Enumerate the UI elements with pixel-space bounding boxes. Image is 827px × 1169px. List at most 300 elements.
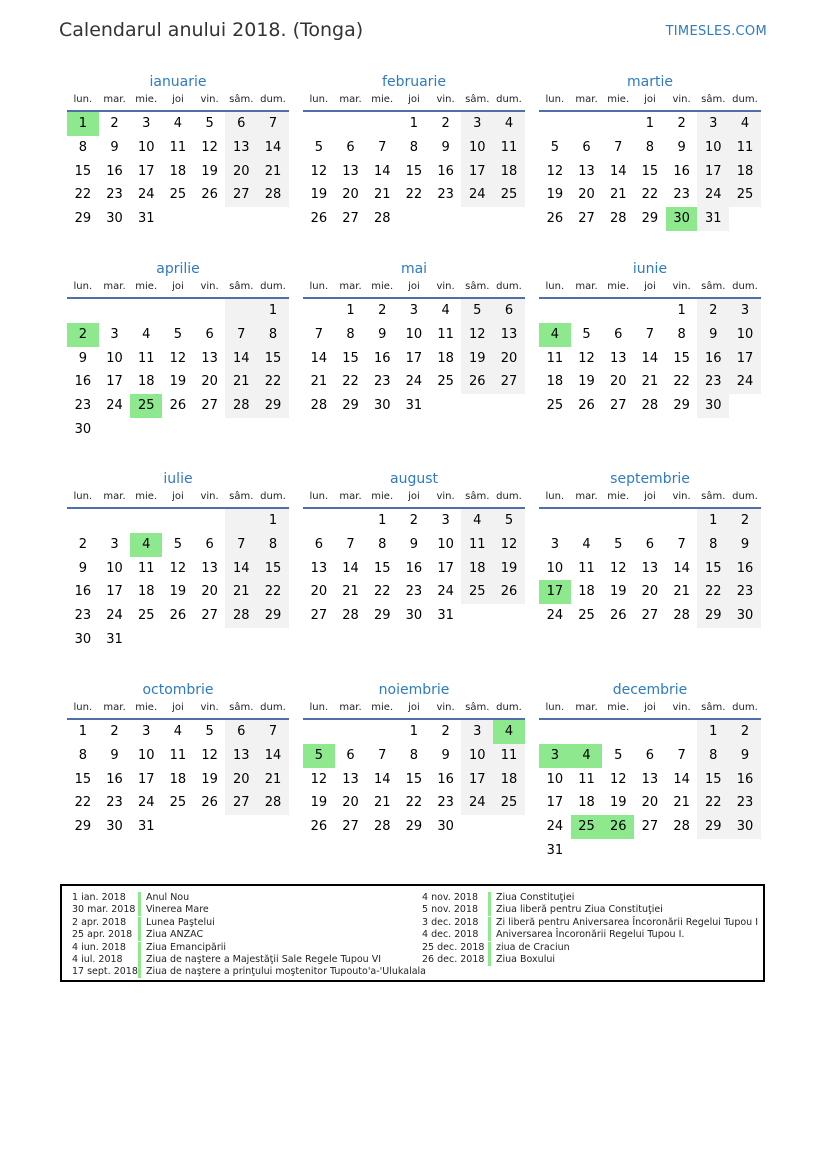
weekday-header [539, 92, 761, 112]
weekday-label: lun. [73, 702, 93, 713]
month-name: martie [627, 74, 673, 90]
week-row [303, 136, 525, 160]
day-cell: 19 [546, 187, 564, 203]
weekday-label: dum. [260, 94, 286, 105]
day-cell: 22 [257, 370, 289, 394]
weekday-label: mie. [607, 94, 630, 105]
week-row [539, 347, 761, 371]
weekday-header [303, 92, 525, 112]
weekday-header [67, 489, 289, 509]
empty-day-cell [729, 839, 761, 863]
day-cell: 22 [405, 187, 423, 203]
day-cell: 25 [137, 608, 155, 624]
weekday-label: mar. [339, 702, 362, 713]
day-cell: 17 [405, 350, 423, 366]
month-name: octombrie [142, 682, 214, 698]
holiday-day-cell: 4 [539, 323, 571, 347]
day-cell: 19 [310, 187, 328, 203]
day-cell: 4 [461, 509, 493, 533]
day-cell: 1 [409, 116, 419, 131]
day-cell: 19 [169, 584, 187, 600]
month-aprilie [67, 259, 289, 442]
day-cell: 11 [578, 771, 595, 787]
day-cell: 8 [677, 326, 686, 342]
empty-day-cell [493, 207, 525, 231]
day-cell: 22 [673, 374, 690, 390]
legend-date: 4 iun. 2018 [72, 941, 126, 953]
day-cell: 20 [641, 584, 659, 600]
day-cell: 9 [110, 747, 119, 763]
weekday-label: dum. [732, 94, 758, 105]
legend-date: 25 dec. 2018 [422, 941, 485, 953]
day-cell: 21 [373, 187, 391, 203]
day-cell: 20 [342, 187, 359, 203]
weekday-label: sâm. [229, 94, 254, 105]
day-cell: 27 [609, 398, 627, 414]
weekday-header [67, 279, 289, 299]
empty-day-cell [571, 112, 603, 136]
empty-day-cell [634, 299, 666, 323]
day-cell: 3 [550, 536, 559, 552]
day-cell: 28 [310, 398, 328, 414]
weekday-label: lun. [545, 281, 565, 292]
empty-day-cell [602, 509, 634, 533]
week-row [539, 160, 761, 184]
day-cell: 27 [310, 608, 328, 624]
day-cell: 24 [461, 791, 493, 815]
day-cell: 11 [493, 136, 525, 160]
legend-row [422, 942, 758, 954]
month-iunie [539, 259, 761, 418]
holiday-legend-left [72, 892, 426, 979]
holiday-day-cell: 5 [303, 744, 335, 768]
day-cell: 25 [578, 608, 595, 624]
week-row [303, 791, 525, 815]
day-cell: 5 [582, 326, 591, 342]
day-cell: 24 [137, 795, 155, 811]
day-cell: 10 [546, 771, 564, 787]
day-cell: 27 [225, 791, 257, 815]
day-cell: 29 [673, 398, 690, 414]
empty-day-cell [225, 509, 257, 533]
day-cell: 24 [546, 608, 564, 624]
legend-marker [488, 954, 491, 966]
day-cell: 9 [378, 326, 387, 342]
empty-day-cell [162, 815, 194, 839]
legend-holiday-name: Ziua Constituţiei [496, 892, 575, 903]
day-cell: 1 [697, 720, 729, 744]
day-cell: 14 [609, 163, 627, 179]
day-cell: 14 [673, 771, 690, 787]
legend-date: 4 dec. 2018 [422, 929, 479, 941]
day-cell: 28 [257, 183, 289, 207]
legend-marker [138, 966, 141, 978]
day-cell: 29 [405, 819, 423, 835]
weekday-header [303, 489, 525, 509]
day-cell: 25 [461, 580, 493, 604]
day-cell: 10 [546, 560, 564, 576]
empty-day-cell [461, 394, 493, 418]
day-cell: 7 [614, 139, 623, 155]
day-cell: 21 [310, 374, 328, 390]
day-cell: 7 [346, 536, 355, 552]
day-cell: 6 [346, 747, 355, 763]
week-row [303, 207, 525, 231]
empty-day-cell [303, 720, 335, 744]
day-cell: 10 [461, 136, 493, 160]
empty-day-cell [493, 394, 525, 418]
day-cell: 16 [373, 350, 391, 366]
day-cell: 30 [405, 608, 423, 624]
weekday-label: dum. [732, 491, 758, 502]
day-cell: 11 [169, 139, 187, 155]
day-cell: 7 [378, 747, 387, 763]
weekday-label: dum. [732, 702, 758, 713]
day-cell: 10 [106, 350, 123, 366]
month-februarie [303, 72, 525, 231]
legend-row [72, 904, 426, 916]
weekday-label: sâm. [229, 491, 254, 502]
day-cell: 20 [609, 374, 627, 390]
day-cell: 21 [609, 187, 627, 203]
day-cell: 27 [225, 183, 257, 207]
day-cell: 6 [225, 720, 257, 744]
day-cell: 6 [645, 747, 655, 763]
day-cell: 7 [257, 720, 289, 744]
day-cell: 15 [697, 768, 729, 792]
legend-holiday-name: Ziua Emancipării [146, 941, 227, 953]
day-cell: 24 [137, 187, 155, 203]
week-row [67, 323, 289, 347]
day-cell: 9 [441, 747, 450, 763]
empty-day-cell [99, 299, 131, 323]
empty-day-cell [99, 418, 131, 442]
day-cell: 18 [546, 374, 564, 390]
day-cell: 16 [74, 374, 92, 390]
day-cell: 31 [405, 398, 423, 414]
weekday-label: lun. [73, 94, 93, 105]
legend-holiday-name: Ziua de naştere a Majestăţii Sale Regele Tupou VI [146, 953, 382, 965]
day-cell: 15 [641, 163, 659, 179]
day-cell: 21 [641, 374, 659, 390]
empty-day-cell [162, 628, 194, 652]
day-cell: 2 [441, 724, 450, 739]
week-row [67, 744, 289, 768]
day-cell: 24 [106, 608, 123, 624]
day-cell: 18 [137, 584, 155, 600]
day-cell: 6 [614, 326, 623, 342]
week-row [67, 791, 289, 815]
day-cell: 6 [582, 139, 591, 155]
day-cell: 18 [137, 374, 155, 390]
weekday-header [67, 92, 289, 112]
day-cell: 2 [409, 513, 419, 528]
day-cell: 17 [546, 795, 564, 811]
week-row [67, 509, 289, 533]
day-cell: 31 [697, 207, 729, 231]
weekday-label: lun. [73, 491, 93, 502]
legend-date: 17 sept. 2018 [72, 966, 138, 978]
weekday-label: dum. [260, 281, 286, 292]
weekday-label: lun. [545, 702, 565, 713]
day-cell: 23 [74, 398, 92, 414]
empty-day-cell [335, 112, 367, 136]
day-cell: 18 [578, 795, 595, 811]
empty-day-cell [194, 509, 226, 533]
weekday-label: joi [644, 281, 656, 292]
day-cell: 9 [697, 323, 729, 347]
week-row [539, 370, 761, 394]
day-cell: 18 [729, 160, 761, 184]
empty-day-cell [162, 509, 194, 533]
legend-holiday-name: Vinerea Mare [146, 904, 209, 916]
day-cell: 11 [493, 744, 525, 768]
day-cell: 10 [729, 323, 761, 347]
day-cell: 16 [729, 768, 761, 792]
weekday-label: vin. [436, 94, 455, 105]
empty-day-cell [571, 720, 603, 744]
legend-date: 30 mar. 2018 [72, 904, 136, 916]
weekday-label: joi [172, 94, 184, 105]
weekday-label: vin. [672, 281, 691, 292]
day-cell: 31 [137, 819, 155, 835]
day-cell: 19 [493, 557, 525, 581]
weekday-label: mie. [607, 702, 630, 713]
day-cell: 15 [74, 771, 92, 787]
day-cell: 15 [257, 557, 289, 581]
holiday-day-cell: 1 [67, 112, 99, 136]
month-name: aprilie [156, 261, 200, 277]
day-cell: 21 [342, 584, 359, 600]
day-cell: 9 [729, 533, 761, 557]
day-cell: 24 [405, 374, 423, 390]
day-cell: 16 [405, 560, 423, 576]
day-cell: 24 [697, 183, 729, 207]
day-cell: 12 [578, 350, 595, 366]
weekday-label: vin. [672, 491, 691, 502]
weekday-header [539, 489, 761, 509]
day-cell: 23 [437, 187, 454, 203]
week-row [303, 183, 525, 207]
day-cell: 22 [697, 791, 729, 815]
week-row [539, 533, 761, 557]
day-cell: 29 [74, 819, 92, 835]
legend-row [72, 892, 426, 904]
empty-day-cell [539, 509, 571, 533]
day-cell: 2 [729, 720, 761, 744]
week-row [539, 815, 761, 839]
day-cell: 18 [493, 160, 525, 184]
empty-day-cell [666, 839, 698, 863]
day-cell: 13 [310, 560, 328, 576]
empty-day-cell [539, 299, 571, 323]
day-cell: 23 [373, 374, 391, 390]
day-cell: 11 [437, 326, 454, 342]
day-cell: 29 [342, 398, 359, 414]
week-row [67, 628, 289, 652]
empty-day-cell [634, 839, 666, 863]
day-cell: 29 [257, 394, 289, 418]
day-cell: 14 [257, 744, 289, 768]
day-cell: 7 [257, 112, 289, 136]
legend-row [422, 904, 758, 916]
day-cell: 4 [493, 112, 525, 136]
day-cell: 20 [201, 374, 218, 390]
weekday-label: dum. [260, 702, 286, 713]
weekday-label: joi [408, 491, 420, 502]
week-row [303, 299, 525, 323]
day-cell: 6 [645, 536, 655, 552]
legend-marker [488, 929, 491, 941]
day-cell: 2 [441, 116, 450, 131]
week-row [539, 720, 761, 744]
weekday-label: joi [644, 94, 656, 105]
week-row [303, 509, 525, 533]
day-cell: 23 [697, 370, 729, 394]
day-cell: 27 [641, 608, 659, 624]
holiday-day-cell: 26 [602, 815, 634, 839]
empty-day-cell [194, 418, 226, 442]
week-row [67, 394, 289, 418]
weekday-label: joi [408, 94, 420, 105]
day-cell: 17 [137, 771, 155, 787]
day-cell: 8 [645, 139, 655, 155]
day-cell: 14 [641, 350, 659, 366]
week-row [67, 347, 289, 371]
week-row [539, 394, 761, 418]
month-august [303, 469, 525, 628]
month-name: ianuarie [149, 74, 207, 90]
day-cell: 13 [225, 744, 257, 768]
weekday-label: sâm. [465, 281, 490, 292]
day-cell: 22 [74, 187, 92, 203]
day-cell: 9 [441, 139, 450, 155]
empty-day-cell [225, 207, 257, 231]
day-cell: 1 [346, 303, 355, 318]
day-cell: 23 [729, 791, 761, 815]
day-cell: 5 [205, 724, 214, 739]
day-cell: 30 [437, 819, 454, 835]
day-cell: 12 [310, 163, 328, 179]
day-cell: 15 [673, 350, 690, 366]
week-row [67, 815, 289, 839]
weekday-label: mar. [575, 281, 598, 292]
day-cell: 10 [137, 139, 155, 155]
day-cell: 21 [673, 584, 690, 600]
day-cell: 28 [257, 791, 289, 815]
holiday-day-cell: 3 [539, 744, 571, 768]
day-cell: 20 [342, 795, 359, 811]
day-cell: 23 [74, 608, 92, 624]
empty-day-cell [194, 207, 226, 231]
day-cell: 21 [257, 160, 289, 184]
week-row [67, 183, 289, 207]
day-cell: 11 [729, 136, 761, 160]
day-cell: 26 [493, 580, 525, 604]
holiday-day-cell: 4 [493, 720, 525, 744]
day-cell: 7 [378, 139, 387, 155]
empty-day-cell [571, 509, 603, 533]
empty-day-cell [461, 815, 493, 839]
day-cell: 14 [225, 347, 257, 371]
weekday-label: joi [408, 281, 420, 292]
empty-day-cell [99, 509, 131, 533]
page-title: Calendarul anului 2018. (Tonga) [59, 19, 364, 41]
empty-day-cell [225, 418, 257, 442]
legend-date: 25 apr. 2018 [72, 929, 133, 941]
day-cell: 17 [106, 374, 123, 390]
day-cell: 12 [310, 771, 328, 787]
legend-row [422, 892, 758, 904]
empty-day-cell [666, 509, 698, 533]
week-row [303, 580, 525, 604]
day-cell: 5 [173, 326, 183, 342]
day-cell: 8 [257, 533, 289, 557]
day-cell: 9 [409, 536, 419, 552]
weekday-label: vin. [436, 491, 455, 502]
legend-holiday-name: Ziua Boxului [496, 953, 555, 965]
empty-day-cell [67, 509, 99, 533]
day-cell: 10 [137, 747, 155, 763]
month-name: mai [400, 261, 428, 277]
legend-marker [488, 904, 491, 916]
day-cell: 3 [142, 724, 151, 739]
week-row [303, 720, 525, 744]
empty-day-cell [430, 207, 462, 231]
day-cell: 12 [609, 560, 627, 576]
day-cell: 5 [173, 536, 183, 552]
day-cell: 3 [110, 326, 119, 342]
day-cell: 15 [257, 347, 289, 371]
day-cell: 19 [310, 795, 328, 811]
day-cell: 29 [373, 608, 391, 624]
site-link[interactable]: TIMESLES.COM [665, 24, 767, 39]
weekday-label: mar. [339, 491, 362, 502]
day-cell: 29 [641, 211, 659, 227]
holiday-legend [60, 884, 765, 982]
day-cell: 30 [74, 421, 92, 437]
empty-day-cell [225, 299, 257, 323]
day-cell: 3 [697, 112, 729, 136]
weekday-label: mie. [371, 491, 394, 502]
weekday-header [303, 279, 525, 299]
day-cell: 2 [729, 509, 761, 533]
weekday-label: mie. [135, 94, 158, 105]
week-row [539, 183, 761, 207]
week-row [303, 815, 525, 839]
weekday-label: lun. [545, 491, 565, 502]
day-cell: 1 [257, 509, 289, 533]
empty-day-cell [571, 299, 603, 323]
day-cell: 11 [137, 350, 155, 366]
day-cell: 30 [697, 394, 729, 418]
day-cell: 14 [373, 163, 391, 179]
day-cell: 31 [546, 842, 564, 858]
day-cell: 3 [729, 299, 761, 323]
weekday-label: vin. [672, 702, 691, 713]
empty-day-cell [257, 418, 289, 442]
day-cell: 11 [461, 533, 493, 557]
month-name: decembrie [612, 682, 688, 698]
day-cell: 26 [310, 819, 328, 835]
day-cell: 2 [697, 299, 729, 323]
weekday-label: mie. [135, 491, 158, 502]
day-cell: 6 [346, 139, 355, 155]
day-cell: 10 [461, 744, 493, 768]
day-cell: 1 [78, 724, 87, 739]
day-cell: 5 [493, 509, 525, 533]
day-cell: 4 [142, 326, 151, 342]
